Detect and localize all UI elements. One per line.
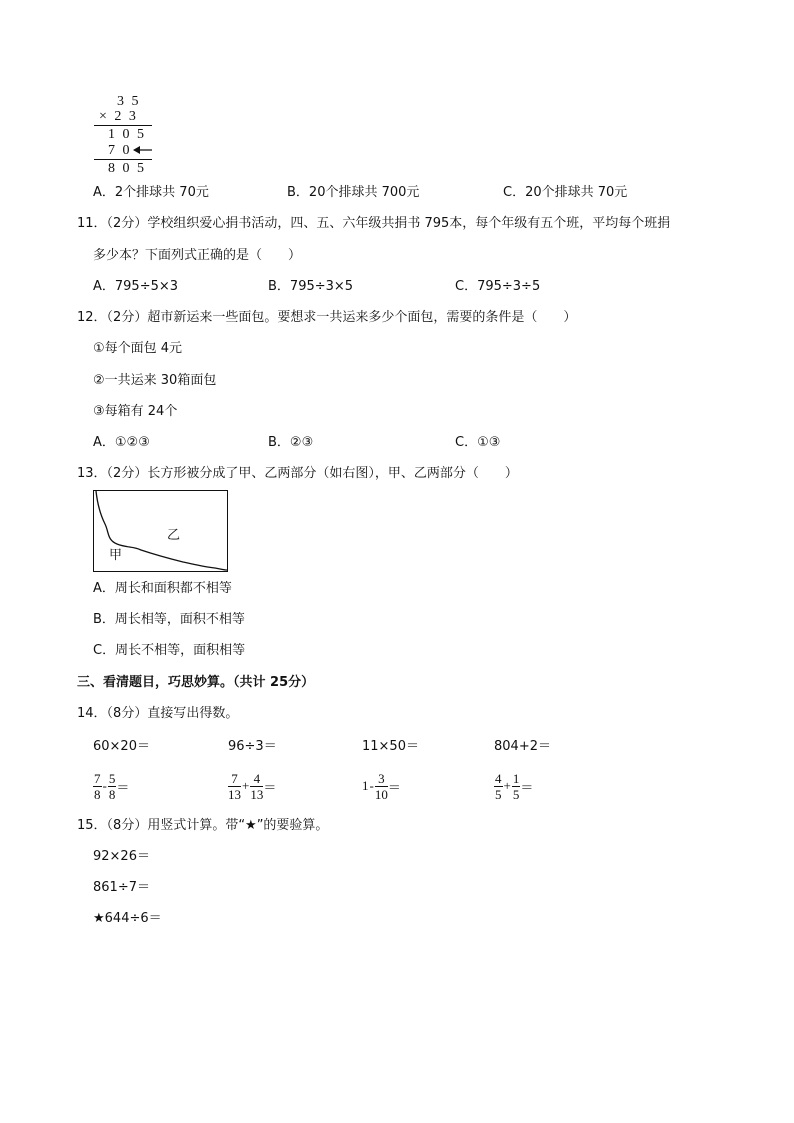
q13-option-b[interactable]: B．周长相等，面积不相等 bbox=[93, 612, 245, 627]
arrow-left-icon bbox=[131, 143, 153, 157]
q14-fraction-expr-4: $\frac{4}{5}$ + $\frac{1}{5}$ ＝ bbox=[495, 770, 534, 802]
fraction: $\frac{4}{13}$ bbox=[250, 770, 264, 802]
q11-option-c[interactable]: C．795÷3÷5 bbox=[455, 279, 541, 294]
q14-stem: 14．（8分）直接写出得数。 bbox=[77, 706, 239, 721]
q14-fraction-expr-2: $\frac{7}{13}$ + $\frac{4}{13}$ ＝ bbox=[228, 770, 277, 802]
rectangle-figure bbox=[93, 490, 228, 572]
q13-option-c[interactable]: C．周长不相等，面积相等 bbox=[93, 643, 246, 658]
mult-top: 3 5 bbox=[117, 94, 141, 109]
q11-stem-line2: 多少本？下面列式正确的是（ ） bbox=[93, 248, 302, 263]
label-yi: 乙 bbox=[167, 528, 181, 543]
q13-stem: 13．（2分）长方形被分成了甲、乙两部分（如右图），甲、乙两部分（ ） bbox=[77, 466, 518, 481]
q14-fraction-expr-3: 1 - $\frac{3}{10}$ ＝ bbox=[362, 770, 401, 802]
mult-partial-2: 7 0 bbox=[108, 143, 132, 158]
q11-option-a[interactable]: A．795÷5×3 bbox=[93, 279, 179, 294]
q15-item-1: 92×26＝ bbox=[93, 849, 150, 864]
mult-partial-1: 1 0 5 bbox=[108, 127, 146, 142]
q12-condition-2: ②一共运来 30箱面包 bbox=[93, 373, 217, 388]
q14-item-4: 804+2＝ bbox=[494, 739, 551, 754]
fraction: $\frac{7}{13}$ bbox=[228, 770, 241, 802]
q10-option-a[interactable]: A．2个排球共 70元 bbox=[93, 185, 209, 200]
q13-option-a[interactable]: A．周长和面积都不相等 bbox=[93, 581, 232, 596]
q10-option-c[interactable]: C．20个排球共 70元 bbox=[503, 185, 628, 200]
fraction: $\frac{7}{8}$ bbox=[94, 770, 101, 802]
label-jia: 甲 bbox=[109, 548, 123, 563]
mult-rule-1 bbox=[94, 125, 152, 126]
q15-item-3: ★644÷6＝ bbox=[93, 911, 162, 926]
fraction: $\frac{1}{5}$ bbox=[512, 770, 520, 802]
q11-option-b[interactable]: B．795÷3×5 bbox=[268, 279, 354, 294]
q14-item-1: 60×20＝ bbox=[93, 739, 150, 754]
q12-option-a[interactable]: A．①②③ bbox=[93, 435, 150, 450]
fraction: $\frac{3}{10}$ bbox=[374, 770, 388, 802]
q14-fraction-expr-1: $\frac{7}{8}$ - $\frac{5}{8}$ ＝ bbox=[94, 770, 130, 802]
q12-condition-3: ③每箱有 24个 bbox=[93, 404, 178, 419]
q14-item-2: 96÷3＝ bbox=[228, 739, 277, 754]
q12-stem: 12．（2分）超市新运来一些面包。要想求一共运来多少个面包，需要的条件是（ ） bbox=[77, 310, 577, 325]
q15-stem: 15．（8分）用竖式计算。带“★”的要验算。 bbox=[77, 818, 329, 833]
q11-stem-line1: 11．（2分）学校组织爱心捐书活动，四、五、六年级共捐书 795本，每个年级有五个班，平均每个班捐 bbox=[77, 216, 671, 231]
q10-option-b[interactable]: B．20个排球共 700元 bbox=[287, 185, 420, 200]
mult-rule-2 bbox=[94, 159, 152, 160]
q12-condition-1: ①每个面包 4元 bbox=[93, 341, 183, 356]
q12-option-c[interactable]: C．①③ bbox=[455, 435, 501, 450]
q14-item-3: 11×50＝ bbox=[362, 739, 419, 754]
mult-result: 8 0 5 bbox=[108, 161, 146, 176]
mult-operand: × 2 3 bbox=[99, 109, 138, 124]
fraction: $\frac{4}{5}$ bbox=[495, 770, 502, 802]
q12-option-b[interactable]: B．②③ bbox=[268, 435, 314, 450]
q15-item-2: 861÷7＝ bbox=[93, 880, 150, 895]
section-title: 三、看清题目，巧思妙算。（共计 25分） bbox=[77, 675, 315, 690]
fraction: $\frac{5}{8}$ bbox=[108, 770, 116, 802]
